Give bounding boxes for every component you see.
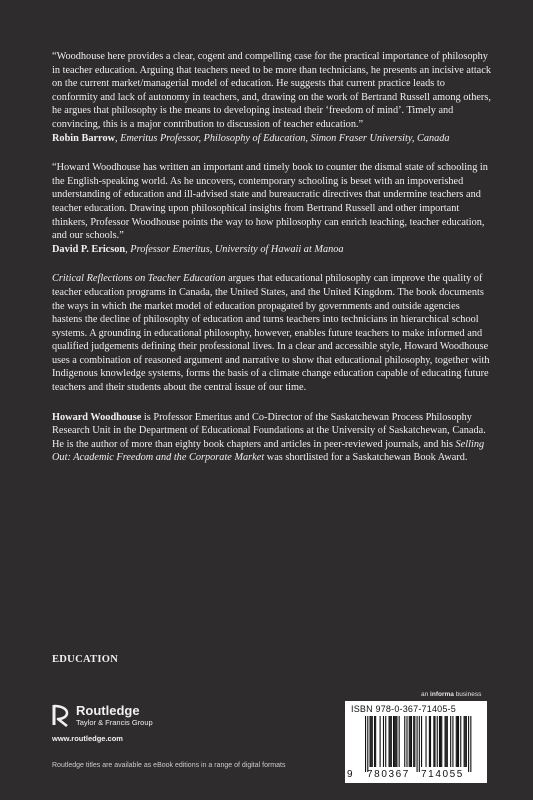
barcode-digits-right: 714055 — [421, 769, 464, 780]
barcode-bar — [465, 716, 466, 767]
barcode-guard-bar — [419, 716, 420, 772]
barcode-digit-first: 9 — [347, 769, 353, 780]
barcode-bar — [466, 716, 467, 767]
informa-prefix: an — [421, 691, 431, 698]
publisher-group: Taylor & Francis Group — [76, 717, 153, 727]
endorsement-attribution-1: Robin Barrow, Emeritus Professor, Philosophy of Education, Simon Fraser University, Canada — [52, 132, 450, 144]
barcode-bar — [395, 716, 396, 767]
barcode-bar — [374, 716, 375, 767]
author-bio — [52, 411, 492, 465]
barcode-guard-bar — [468, 716, 469, 772]
barcode-guard-bar — [365, 716, 366, 772]
endorser-name-1: Robin Barrow — [52, 132, 116, 144]
barcode-bar — [445, 716, 446, 767]
barcode-bar — [434, 716, 435, 767]
subject-category: EDUCATION — [52, 654, 119, 665]
barcode-guard-bar — [367, 716, 368, 772]
informa-tagline — [421, 691, 481, 698]
barcode-bar — [437, 716, 438, 767]
barcode-bar — [409, 716, 410, 767]
routledge-logo-icon — [52, 703, 70, 727]
barcode-bar — [452, 716, 453, 767]
barcode-bar — [391, 716, 392, 767]
barcode-bar — [396, 716, 397, 767]
endorser-role-1: Emeritus Professor, Philosophy of Education, Simon Fraser University, Canada — [120, 132, 450, 144]
isbn-barcode — [345, 701, 487, 783]
barcode-digits-left: 780367 — [367, 769, 410, 780]
barcode-bar — [456, 716, 457, 767]
barcode-bar — [429, 716, 430, 767]
author-bio-text-1: is Professor Emeritus and Co-Director of the Saskatchewan Process Philosophy Research Unit in the Department of Educational Foundations at the University of Saskatchewan, Canada. He is the author of more than eighty book chapters and articles in peer-reviewed journals, and his — [52, 411, 486, 450]
barcode-bar — [371, 716, 372, 767]
barcode-bar — [413, 716, 414, 767]
barcode-bar — [425, 716, 426, 767]
back-cover-text — [52, 50, 492, 481]
barcode-bar — [383, 716, 384, 767]
barcode-bar — [460, 716, 461, 767]
barcode-bar — [441, 716, 442, 767]
author-book-title: Selling Out: Academic Freedom and the Corporate Market — [52, 438, 485, 464]
endorser-role-2: Professor Emeritus, University of Hawaii at Manoa — [130, 243, 344, 255]
barcode-bar — [369, 716, 370, 767]
publisher-logo — [52, 703, 153, 743]
barcode-bar — [439, 716, 440, 767]
barcode-bar — [390, 716, 391, 767]
barcode-bar — [389, 716, 390, 767]
ebook-note: Routledge titles are available as eBook editions in a range of digital formats — [52, 762, 286, 769]
barcode-bar — [385, 716, 386, 767]
barcode-bar — [411, 716, 412, 767]
barcode-bar — [404, 716, 405, 767]
barcode-bar — [446, 716, 447, 767]
publisher-name: Routledge — [76, 702, 140, 718]
barcode-bar — [414, 716, 415, 767]
barcode-bar — [464, 716, 465, 767]
barcode-bar — [447, 716, 448, 767]
barcode-bar — [458, 716, 459, 767]
barcode-bar — [440, 716, 441, 767]
endorsement-quote-2: “Howard Woodhouse has written an important and timely book to counter the dismal state of schooling in the English-speaking world. As he uncovers, contemporary schooling is beset with an impoverished understanding of education and ill-advised state and bureaucratic directives that undermine teachers and teacher education. Drawing upon philosophical insights from Bertrand Russell and other important thinkers, Professor Woodhouse points the way to how philosophy can enrich teaching, teacher education, and our schools.” — [52, 162, 488, 242]
barcode-bar — [450, 716, 451, 767]
barcode-bar — [394, 716, 395, 767]
barcode-bar — [430, 716, 431, 767]
barcode-bar — [433, 716, 434, 767]
barcode-bar — [457, 716, 458, 767]
description-text: argues that educational philosophy can improve the quality of teacher education programs in Canada, the United States, and the United Kingdom. The book documents the ways in which the market model of education propagated by governments and outside agencies hastens the decline of philosophy of education and turns teachers into technicians in hierarchical school systems. A grounding in educational philosophy, however, enables future teachers to make informed and qualified judgements defining their professional lives. In a clear and accessible style, Howard Woodhouse uses a combination of reasoned argument and narrative to show that educational philosophy, together with Indigenous knowledge systems, forms the basis of a climate change education capable of educating future teachers and their students about the central issue of our time. — [52, 273, 490, 394]
barcode-bar — [372, 716, 373, 767]
author-name: Howard Woodhouse — [52, 411, 142, 423]
author-bio-text-2: was shortlisted for a Saskatchewan Book Award. — [264, 452, 468, 464]
barcode-bars — [351, 716, 481, 772]
publisher-url[interactable]: www.routledge.com — [52, 734, 123, 743]
barcode-guard-bar — [417, 716, 418, 772]
barcode-bar — [410, 716, 411, 767]
informa-brand: informa — [430, 691, 454, 698]
barcode-bar — [375, 716, 376, 767]
book-description — [52, 272, 492, 394]
endorsement-attribution-2: David P. Ericson, Professor Emeritus, University of Hawaii at Manoa — [52, 243, 344, 255]
barcode-bar — [380, 716, 381, 767]
barcode-bar — [406, 716, 407, 767]
endorser-name-2: David P. Ericson — [52, 243, 126, 255]
barcode-bar — [399, 716, 400, 767]
barcode-guard-bar — [470, 716, 471, 772]
isbn-label: ISBN 978-0-367-71405-5 — [351, 704, 456, 714]
informa-suffix: business — [453, 691, 482, 698]
book-title: Critical Reflections on Teacher Education — [52, 273, 226, 285]
barcode-bar — [393, 716, 394, 767]
endorsement-quote-1: “Woodhouse here provides a clear, cogent and compelling case for the practical importance of philosophy in teacher education. Arguing that teachers need to be more than technicians, he presents an incisive attack on the current market/managerial model of education. He suggests that current practice leads to conformity and lack of autonomy in teachers, and, drawing on the work of Bertrand Russell among others, he argues that philosophy is the means to developing instead their ‘freedom of mind’. Timely and convincing, this is a major contribution to discussion of teacher education.” — [52, 51, 491, 130]
barcode-bar — [421, 716, 422, 767]
